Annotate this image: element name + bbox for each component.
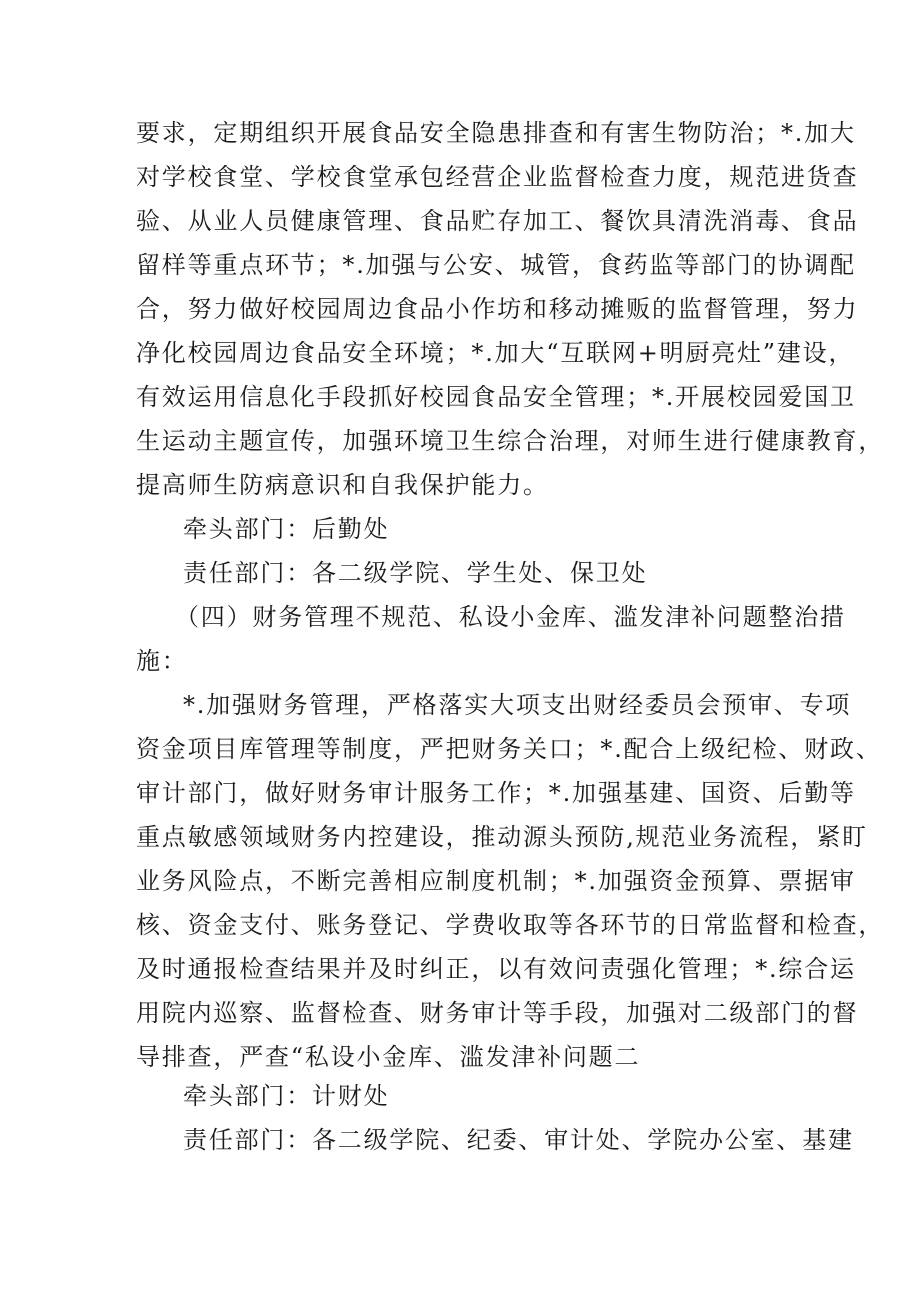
text-line: 及时通报检查结果并及时纠正，以有效问责强化管理；*.综合运 bbox=[136, 955, 856, 983]
text-line: 生运动主题宣传，加强环境卫生综合治理，对师生进行健康教育， bbox=[136, 427, 885, 455]
text-line: 有效运用信息化手段抓好校园食品安全管理；*.开展校园爱国卫 bbox=[136, 383, 856, 411]
text-line: 业务风险点，不断完善相应制度机制；*.加强资金预算、票据审 bbox=[136, 867, 856, 895]
text-line: 净化校园周边食品安全环境；*.加大“互联网+明厨亮灶”建设， bbox=[136, 339, 855, 367]
text-line: 合，努力做好校园周边食品小作坊和移动摊贩的监督管理，努力 bbox=[136, 295, 859, 323]
text-line: 核、资金支付、账务登记、学费收取等各环节的日常监督和检查， bbox=[136, 911, 885, 939]
section-heading-cont: 施： bbox=[136, 647, 188, 675]
text-line: 对学校食堂、学校食堂承包经营企业监督检查力度，规范进货查 bbox=[136, 163, 859, 191]
text-line: 审计部门，做好财务审计服务工作；*.加强基建、国资、后勤等 bbox=[136, 779, 856, 807]
text-line: 资金项目库管理等制度，严把财务关口；*.配合上级纪检、财政、 bbox=[136, 735, 882, 763]
text-line: 提高师生防病意识和自我保护能力。 bbox=[136, 471, 549, 499]
text-line: 验、从业人员健康管理、食品贮存加工、餐饮具清洗消毒、食品 bbox=[136, 207, 859, 235]
text-line: 用院内巡察、监督检查、财务审计等手段，加强对二级部门的督 bbox=[136, 999, 859, 1027]
text-line: 要求，定期组织开展食品安全隐患排查和有害生物防治；*.加大 bbox=[136, 119, 856, 147]
text-line: 留样等重点环节；*.加强与公安、城管，食药监等部门的协调配 bbox=[136, 251, 856, 279]
lead-department-2: 牵头部门：计财处 bbox=[183, 1082, 390, 1110]
responsible-departments-2: 责任部门：各二级学院、纪委、审计处、学院办公室、基建 bbox=[183, 1126, 854, 1154]
text-line: 导排查，严查“私设小金库、滥发津补问题二 bbox=[136, 1043, 641, 1071]
text-line: 重点敏感领域财务内控建设，推动源头预防,规范业务流程，紧盯 bbox=[136, 823, 868, 851]
text-line: *.加强财务管理，严格落实大项支出财经委员会预审、专项 bbox=[183, 691, 852, 719]
lead-department-1: 牵头部门：后勤处 bbox=[183, 515, 390, 543]
section-heading: （四）财务管理不规范、私设小金库、滥发津补问题整治措 bbox=[175, 603, 846, 631]
responsible-departments-1: 责任部门：各二级学院、学生处、保卫处 bbox=[183, 559, 648, 587]
